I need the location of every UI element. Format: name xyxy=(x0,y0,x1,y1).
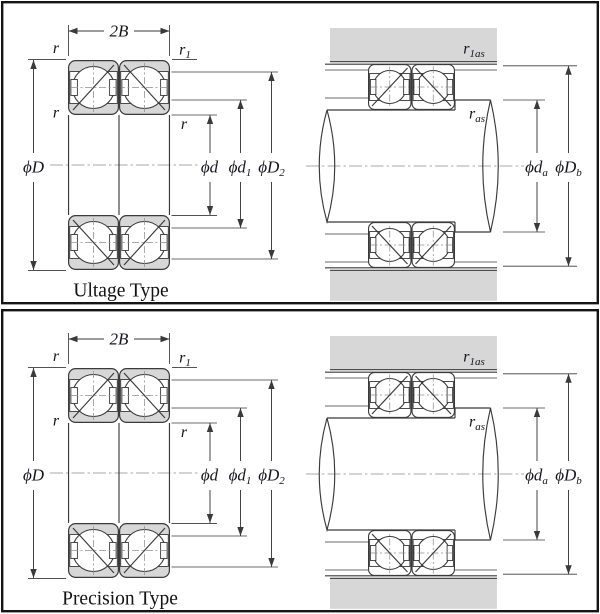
label-2B: 2B xyxy=(109,21,129,41)
label-chamfer-r-inner-right: r xyxy=(180,424,188,441)
label-Db: $\phi D_b$ xyxy=(555,157,582,179)
label-chamfer-r-outer-left: r xyxy=(52,348,60,365)
panel-ultage-drawing xyxy=(2,2,598,303)
label-da: $\phi d_a$ xyxy=(525,465,548,487)
label-diameter-d1: $\phi d_1$ xyxy=(228,157,252,179)
label-chamfer-r-inner-left: r xyxy=(52,104,60,122)
label-diameter-d1: $\phi d_1$ xyxy=(228,465,252,487)
label-ras: $r_{as}$ xyxy=(468,413,486,433)
label-r1as: $r_{1as}$ xyxy=(463,348,485,368)
label-2B: 2B xyxy=(109,329,129,349)
label-Db: $\phi D_b$ xyxy=(555,465,582,487)
label-chamfer-r1-outer-right: $r_1$ xyxy=(179,41,191,61)
caption-ultage-type: Ultage Type xyxy=(73,280,169,302)
label-chamfer-r-inner-right: r xyxy=(180,116,188,133)
label-diameter-D2: $\phi D_2$ xyxy=(258,157,285,179)
label-diameter-D2: $\phi D_2$ xyxy=(258,465,285,487)
label-chamfer-r-inner-left: r xyxy=(52,412,60,430)
label-outside-diameter-D: ϕD xyxy=(22,157,45,177)
panel-precision-drawing xyxy=(2,310,598,611)
label-bore-diameter-d: ϕd xyxy=(200,465,219,485)
label-bore-diameter-d: ϕd xyxy=(200,157,219,177)
label-ras: $r_{as}$ xyxy=(468,105,486,125)
label-chamfer-r1-outer-right: $r_1$ xyxy=(179,349,191,369)
label-chamfer-r-outer-left: r xyxy=(52,40,60,57)
label-outside-diameter-D: ϕD xyxy=(22,465,45,485)
caption-precision-type: Precision Type xyxy=(62,588,178,610)
label-r1as: $r_{1as}$ xyxy=(463,40,485,60)
label-da: $\phi d_a$ xyxy=(525,157,548,179)
